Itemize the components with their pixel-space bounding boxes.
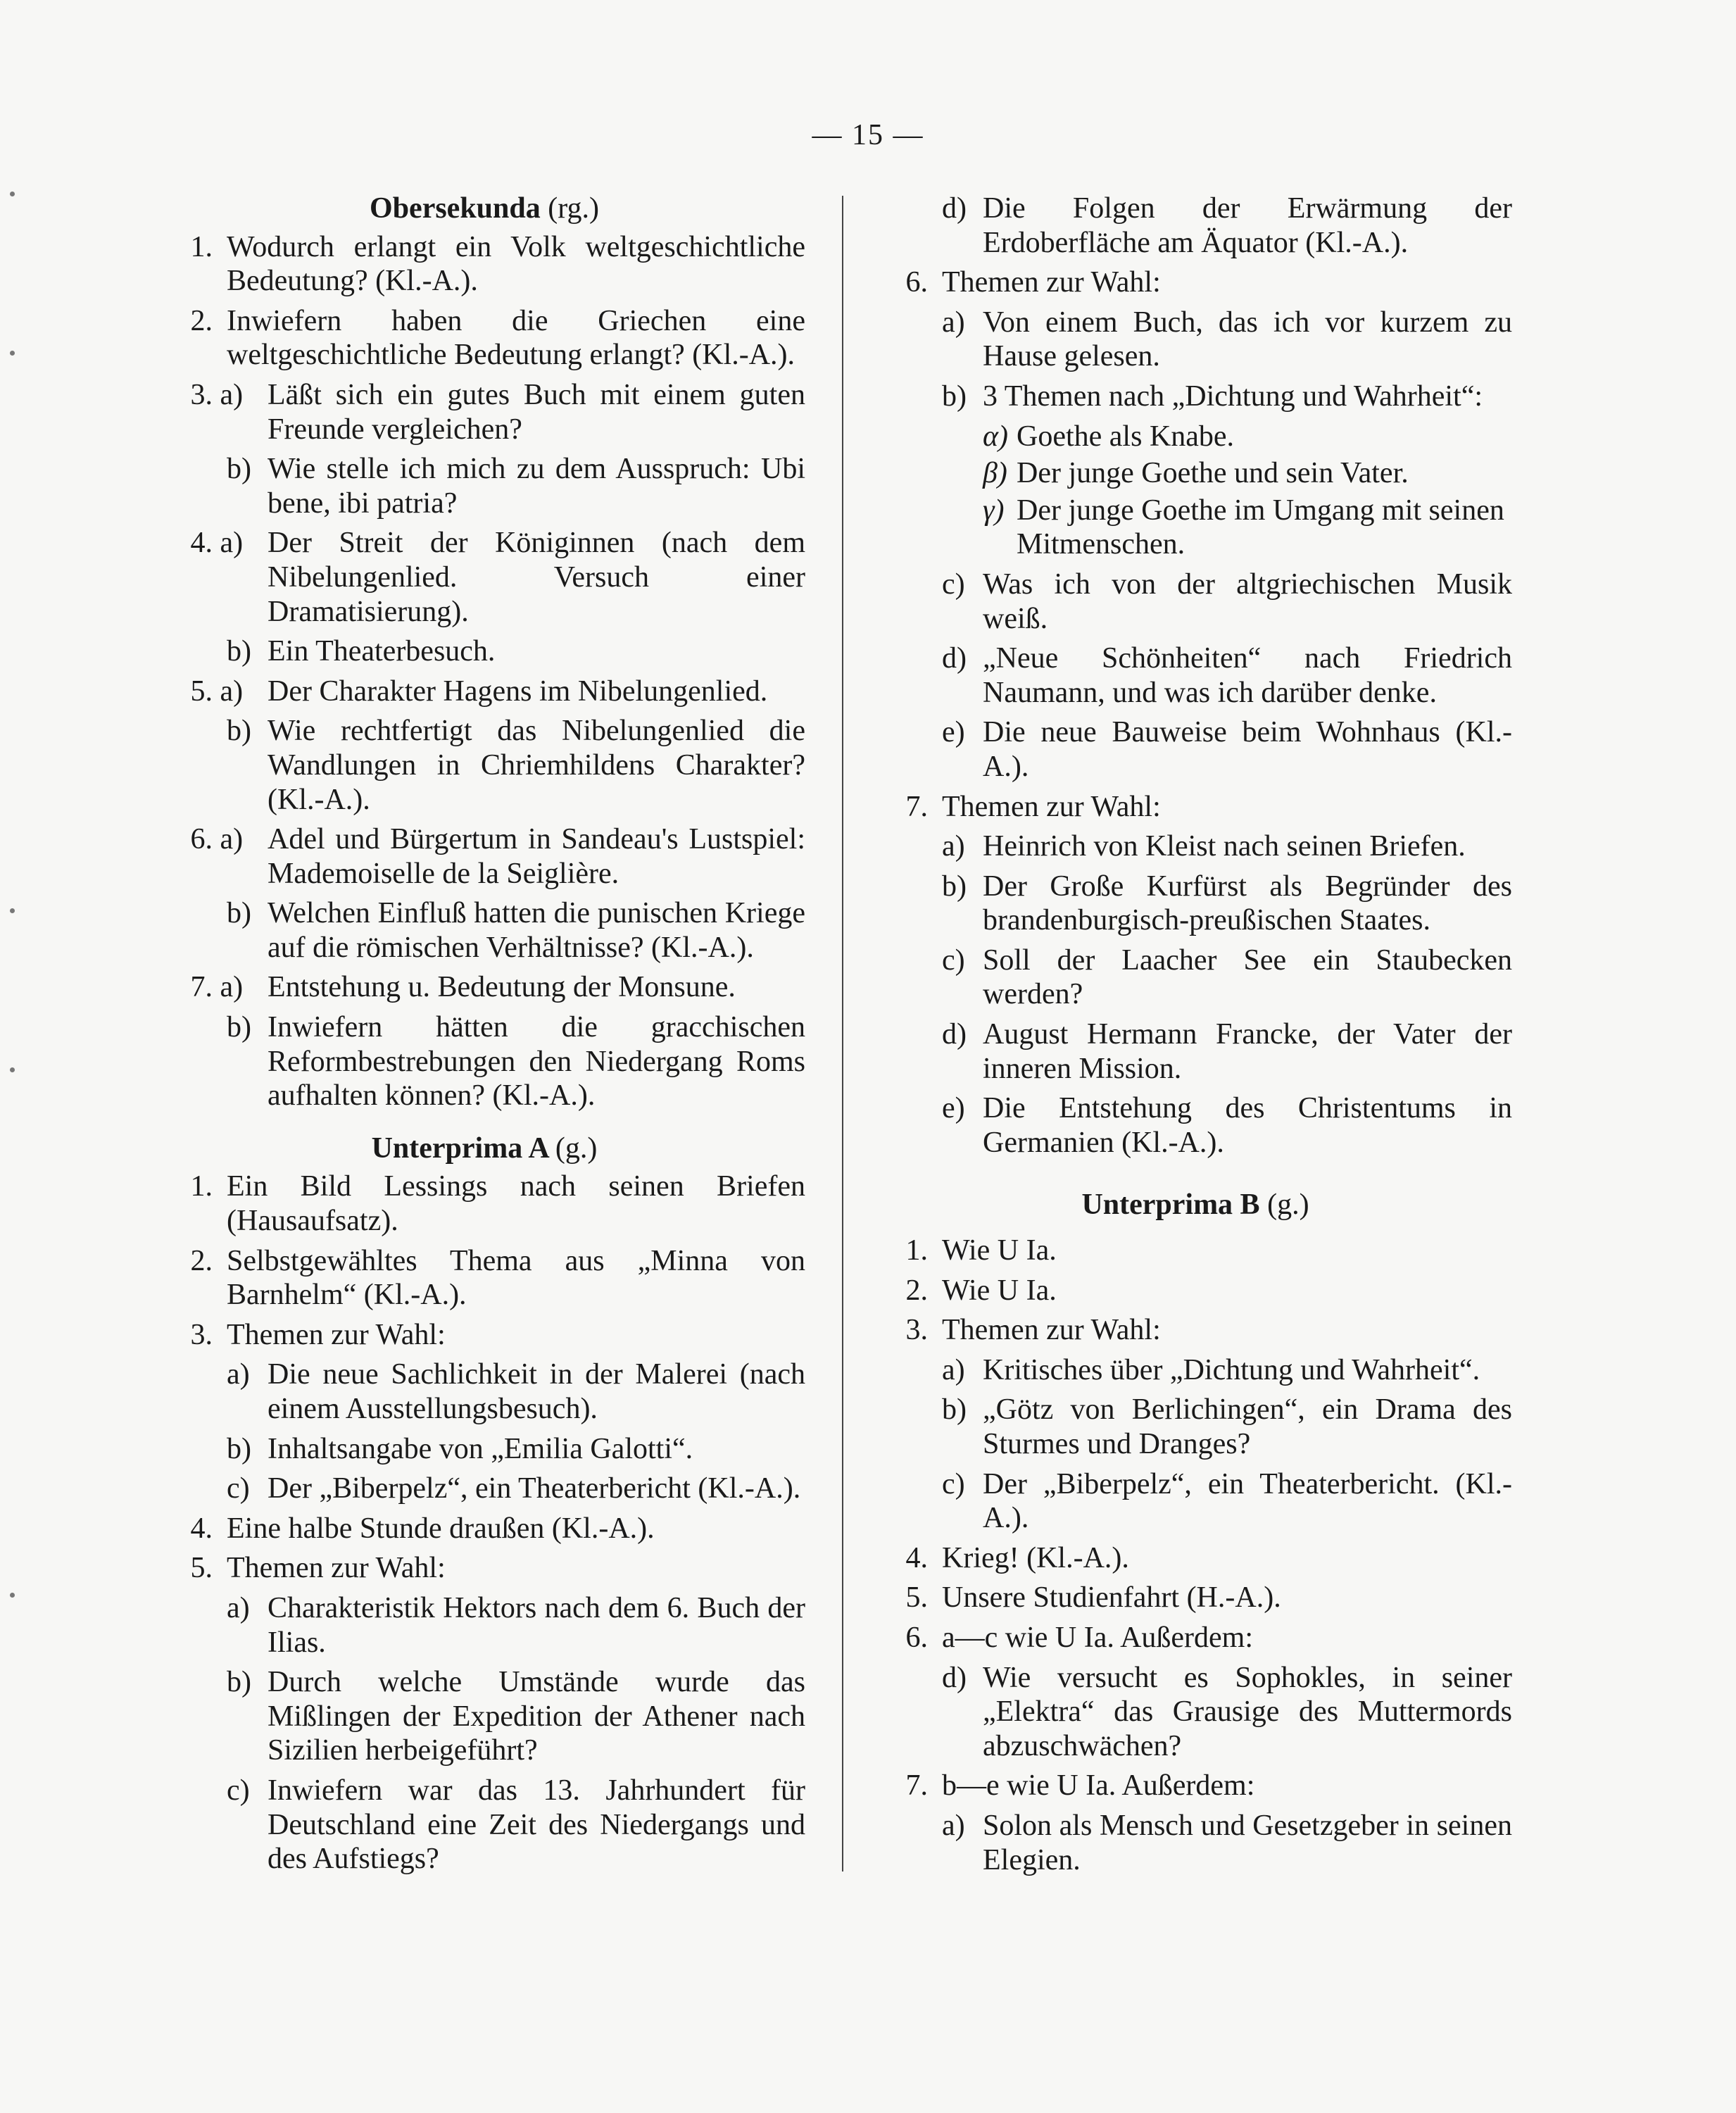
topic-item: 7. Themen zur Wahl:: [905, 790, 1161, 823]
topic-subitem: d) „Neue Schönheiten“ nach Friedrich Naumann, und was ich darüber denke.: [942, 642, 1512, 709]
topic-subitem: d) Die Folgen der Erwärmung der Erdoberfläche am Äquator (Kl.-A.).: [942, 192, 1512, 259]
topic-subitem: b) Durch welche Umstände wurde das Mißlingen der Expedition der Athener nach Sizilien herbeigeführt?: [227, 1666, 805, 1767]
topic-item: 1. Wodurch erlangt ein Volk weltgeschichtliche Bedeutung? (Kl.-A.).: [190, 230, 805, 298]
topic-item: 7. b—e wie U Ia. Außerdem:: [905, 1769, 1255, 1802]
left-column: [163, 192, 805, 1882]
topic-item: 6. a—c wie U Ia. Außerdem:: [905, 1621, 1254, 1654]
column-divider: [842, 196, 843, 1871]
topic-item: 5. Unsere Studienfahrt (H.-A.).: [905, 1581, 1281, 1614]
topic-subitem: 5. a) Der Charakter Hagens im Nibelungenlied.: [190, 675, 768, 708]
topic-item: 3. Themen zur Wahl:: [190, 1318, 446, 1351]
topic-greek-subitem: γ) Der junge Goethe im Umgang mit seinen Mitmenschen.: [983, 494, 1504, 561]
scan-mark: [10, 351, 15, 356]
topic-subitem: 3. a) Läßt sich ein gutes Buch mit einem guten Freunde vergleichen?: [190, 378, 805, 446]
section-heading-unterprima-a: Unterprima A (g.): [371, 1131, 598, 1165]
topic-item: 2. Selbstgewähltes Thema aus „Minna von Barnhelm“ (Kl.-A.).: [190, 1244, 805, 1312]
topic-subitem: 7. a) Entstehung u. Bedeutung der Monsune.: [190, 971, 736, 1004]
topic-subitem: b) 3 Themen nach „Dichtung und Wahrheit“:: [942, 380, 1483, 413]
topic-subitem: e) Die Entstehung des Christentums in Germanien (Kl.-A.).: [942, 1092, 1512, 1159]
topic-subitem: a) Kritisches über „Dichtung und Wahrheit“.: [942, 1353, 1480, 1386]
topic-subitem: b) Wie rechtfertigt das Nibelungenlied die Wandlungen in Chriemhildens Charakter? (Kl.-A.).: [227, 715, 805, 816]
topic-item: 3. Themen zur Wahl:: [905, 1314, 1161, 1347]
topic-item: 4. Krieg! (Kl.-A.).: [905, 1541, 1129, 1574]
scan-mark: [10, 908, 15, 913]
topic-subitem: b) Inhaltsangabe von „Emilia Galotti“.: [227, 1432, 693, 1465]
topic-subitem: c) Was ich von der altgriechischen Musik weiß.: [942, 568, 1512, 635]
topic-item: 1. Wie U Ia.: [905, 1234, 1057, 1267]
topic-subitem: a) Von einem Buch, das ich vor kurzem zu Hause gelesen.: [942, 306, 1512, 373]
topic-subitem: b) Inwiefern hätten die gracchischen Reformbestrebungen den Niedergang Roms aufhalten können? (Kl.-A.).: [227, 1011, 805, 1112]
topic-item: 2. Wie U Ia.: [905, 1274, 1057, 1307]
topic-greek-subitem: α) Goethe als Knabe.: [983, 420, 1235, 453]
topic-subitem: c) Soll der Laacher See ein Staubecken werden?: [942, 943, 1512, 1011]
topic-subitem: 6. a) Adel und Bürgertum in Sandeau's Lustspiel: Mademoiselle de la Seiglière.: [190, 823, 805, 890]
topic-greek-subitem: β) Der junge Goethe und sein Vater.: [983, 457, 1409, 490]
topic-subitem: c) Der „Biberpelz“, ein Theaterbericht. (Kl.-A.).: [942, 1467, 1512, 1535]
topic-item: 1. Ein Bild Lessings nach seinen Briefen (Hausaufsatz).: [190, 1170, 805, 1238]
topic-subitem: b) Welchen Einfluß hatten die punischen Kriege auf die römischen Verhältnisse? (Kl.-A.).: [227, 897, 805, 964]
topic-subitem: c) Inwiefern war das 13. Jahrhundert für Deutschland eine Zeit des Niedergangs und des Aufstiegs?: [227, 1774, 805, 1876]
topic-subitem: 4. a) Der Streit der Königinnen (nach dem Nibelungenlied. Versuch einer Dramatisierung).: [190, 527, 805, 628]
topic-subitem: b) „Götz von Berlichingen“, ein Drama des Sturmes und Dranges?: [942, 1393, 1512, 1460]
scan-mark: [10, 1593, 15, 1598]
topic-subitem: a) Charakteristik Hektors nach dem 6. Buch der Ilias.: [227, 1591, 805, 1659]
section-heading-unterprima-b: Unterprima B (g.): [1081, 1189, 1309, 1222]
topic-subitem: e) Die neue Bauweise beim Wohnhaus (Kl.-A.).: [942, 716, 1512, 783]
topic-subitem: d) Wie versucht es Sophokles, in seiner „Elektra“ das Grausige des Muttermords abzuschwächen?: [942, 1661, 1512, 1762]
scan-mark: [10, 1067, 15, 1072]
scan-mark: [10, 192, 15, 196]
topic-item: 6. Themen zur Wahl:: [905, 266, 1161, 299]
topic-subitem: d) August Hermann Francke, der Vater der inneren Mission.: [942, 1018, 1512, 1085]
topic-item: 2. Inwiefern haben die Griechen eine weltgeschichtliche Bedeutung erlangt? (Kl.-A.).: [190, 304, 805, 372]
topic-subitem: a) Die neue Sachlichkeit in der Malerei (nach einem Ausstellungsbesuch).: [227, 1358, 805, 1425]
topic-subitem: c) Der „Biberpelz“, ein Theaterbericht (Kl.-A.).: [227, 1472, 801, 1505]
topic-subitem: b) Der Große Kurfürst als Begründer des brandenburgisch-preußischen Staates.: [942, 870, 1512, 937]
topic-subitem: a) Heinrich von Kleist nach seinen Briefen.: [942, 830, 1466, 863]
topic-subitem: b) Wie stelle ich mich zu dem Ausspruch: Ubi bene, ibi patria?: [227, 453, 805, 520]
topic-subitem: a) Solon als Mensch und Gesetzgeber in seinen Elegien.: [942, 1809, 1512, 1876]
topic-item: 5. Themen zur Wahl:: [190, 1552, 446, 1585]
right-column: [879, 192, 1512, 1883]
section-heading-obersekunda: Obersekunda (rg.): [370, 192, 599, 225]
topic-subitem: b) Ein Theaterbesuch.: [227, 635, 496, 668]
topic-item: 4. Eine halbe Stunde draußen (Kl.-A.).: [190, 1512, 655, 1545]
page-number: — 15 —: [812, 119, 924, 151]
